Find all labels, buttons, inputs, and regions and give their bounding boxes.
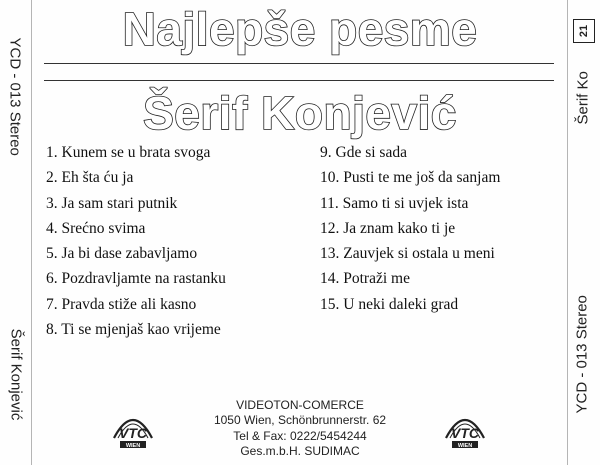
track-item: 8. Ti se mjenjaš kao vrijeme bbox=[46, 321, 221, 339]
left-spine-catalog: YCD - 013 Stereo bbox=[6, 37, 24, 156]
artist-name: Šerif Konjević bbox=[143, 87, 457, 139]
vtc-logo-icon bbox=[442, 408, 488, 450]
publisher-company: Ges.m.b.H. SUDIMAC bbox=[240, 443, 360, 458]
vtc-logo-letters: VTC bbox=[119, 425, 147, 441]
publisher-name: VIDEOTON-COMERCE bbox=[236, 398, 364, 412]
title-divider-top bbox=[44, 63, 554, 64]
track-item: 5. Ja bi dase zabavljamo bbox=[46, 245, 198, 263]
publisher-address: 1050 Wien, Schönbrunnerstr. 62 bbox=[213, 413, 387, 428]
track-item: 4. Srećno svima bbox=[46, 219, 146, 237]
album-title: Najlepše pesme bbox=[122, 3, 478, 55]
track-item: 15. U neki daleki grad bbox=[320, 295, 459, 313]
vtc-logo-sub: WIEN bbox=[457, 443, 473, 449]
vtc-logo-letters: VTC bbox=[451, 425, 479, 441]
track-item: 6. Pozdravljamte na rastanku bbox=[46, 270, 226, 288]
track-item: 10. Pusti te me još da sanjam bbox=[320, 169, 501, 187]
publisher-info bbox=[160, 398, 440, 459]
left-spine-artist: Šerif Konjević bbox=[7, 328, 25, 421]
tracklist-right bbox=[320, 140, 500, 317]
right-spine-divider bbox=[567, 0, 568, 465]
right-spine-catalog: YCD - 013 Stereo bbox=[573, 295, 591, 414]
track-item: 2. Eh šta ću ja bbox=[46, 169, 134, 187]
publisher-phone: Tel & Fax: 0222/5454244 bbox=[233, 428, 367, 443]
track-item: 11. Samo ti si uvjek ista bbox=[320, 194, 469, 212]
track-item: 14. Potraži me bbox=[320, 270, 410, 288]
vtc-logo-sub: WIEN bbox=[125, 443, 141, 449]
title-divider-bottom bbox=[44, 80, 554, 81]
track-item: 12. Ja znam kako ti je bbox=[320, 219, 456, 237]
track-item: 13. Zauvjek si ostala u meni bbox=[320, 245, 495, 263]
disc-number-badge: 21 bbox=[573, 19, 595, 43]
track-item: 1. Kunem se u brata svoga bbox=[46, 144, 211, 161]
left-spine-divider bbox=[31, 0, 32, 465]
right-spine-artist: Šerif Ko bbox=[574, 71, 592, 125]
tracklist-left bbox=[46, 140, 226, 342]
track-item: 9. Gde si sada bbox=[320, 144, 407, 161]
track-item: 3. Ja sam stari putnik bbox=[46, 194, 178, 212]
vtc-logo-icon bbox=[110, 408, 156, 450]
track-item: 7. Pravda stiže ali kasno bbox=[46, 295, 197, 313]
